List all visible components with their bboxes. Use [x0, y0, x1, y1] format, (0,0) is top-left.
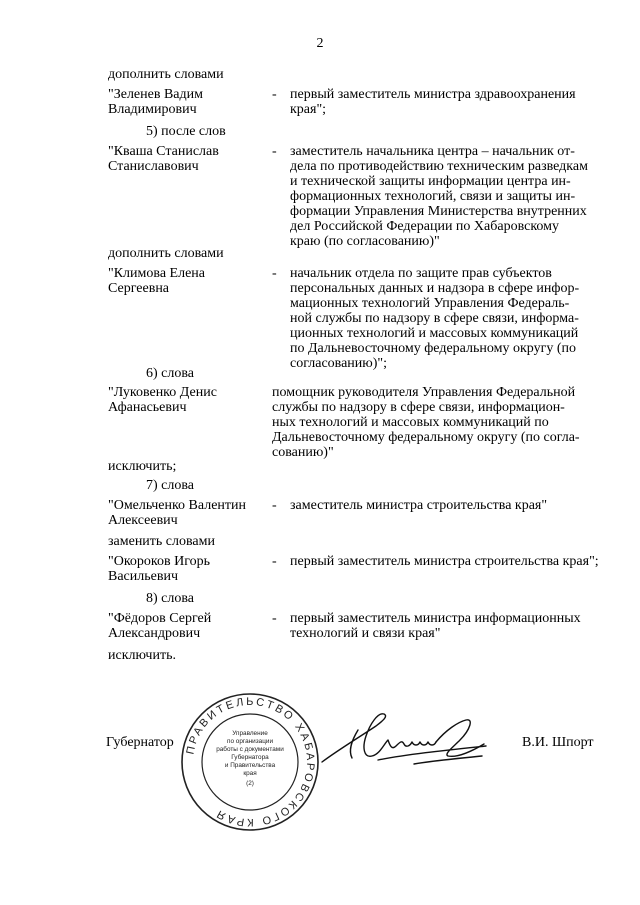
- position-text: заместитель начальника центра – начальник от- дела по противодействию техническим разведкам и технической защиты информации центра ин- формационных технологий, связи и защиты ин- формации Управления Министерства внутренних дел Российской Федерации по Хабаровскому краю (по согласованию)": [290, 144, 588, 249]
- svg-text:по организации: по организации: [226, 738, 274, 745]
- page-number: 2: [316, 36, 324, 51]
- item-heading: 6) слова: [146, 366, 195, 381]
- svg-text:и Правительства: и Правительства: [224, 762, 276, 769]
- svg-text:(2): (2): [246, 780, 254, 787]
- svg-text:Управление: Управление: [232, 730, 268, 737]
- instruction-text: заменить словами: [108, 534, 215, 549]
- item-heading: 5) после слов: [146, 124, 226, 139]
- person-name: "Омельченко Валентин Алексеевич: [108, 498, 247, 528]
- instruction-text: дополнить словами: [108, 67, 224, 82]
- dash: -: [272, 498, 277, 513]
- person-name: "Луковенко Денис Афанасьевич: [108, 385, 217, 415]
- signatory-title: Губернатор: [106, 735, 174, 750]
- position-text: заместитель министра строительства края": [290, 498, 548, 513]
- svg-text:ПРАВИТЕЛЬСТВО ХАБАРОВСКОГО КРА: ПРАВИТЕЛЬСТВО ХАБАРОВСКОГО КРАЯ: [184, 695, 317, 829]
- handwritten-signature: [318, 700, 488, 785]
- person-name: "Кваша Станислав Станиславович: [108, 144, 219, 174]
- position-text: первый заместитель министра информационных технологий и связи края": [290, 611, 581, 641]
- svg-text:работы с документами: работы с документами: [216, 746, 284, 753]
- instruction-text: исключить;: [108, 459, 177, 474]
- dash: -: [272, 87, 277, 102]
- position-text: начальник отдела по защите прав субъектов персональных данных и надзора в сфере инфор- мационных технологий Управления Федераль- ной службы по надзору в сфере связи, информа- ционных технологий и массовых коммуникаций по Дальневосточному федеральному округу (по согласованию)";: [290, 266, 580, 371]
- official-seal: [180, 692, 320, 837]
- svg-text:Губернатора: Губернатора: [231, 754, 269, 761]
- instruction-text: дополнить словами: [108, 246, 224, 261]
- dash: -: [272, 266, 277, 281]
- position-text: первый заместитель министра здравоохранения края";: [290, 87, 576, 117]
- dash: -: [272, 554, 277, 569]
- person-name: "Фёдоров Сергей Александрович: [108, 611, 212, 641]
- dash: -: [272, 144, 277, 159]
- svg-text:края: края: [243, 770, 257, 777]
- person-name: "Зеленев Вадим Владимирович: [108, 87, 203, 117]
- item-heading: 7) слова: [146, 478, 195, 493]
- instruction-text: исключить.: [108, 648, 176, 663]
- position-text: помощник руководителя Управления Федеральной службы по надзору в сфере связи, информацион- ных технологий и массовых коммуникаций по Дальневосточному федеральному округу (по согла- сованию)": [272, 385, 580, 460]
- person-name: "Климова Елена Сергеевна: [108, 266, 205, 296]
- item-heading: 8) слова: [146, 591, 195, 606]
- person-name: "Окороков Игорь Васильевич: [108, 554, 211, 584]
- signatory-name: В.И. Шпорт: [522, 735, 594, 750]
- position-text: первый заместитель министра строительства края";: [290, 554, 599, 569]
- dash: -: [272, 611, 277, 626]
